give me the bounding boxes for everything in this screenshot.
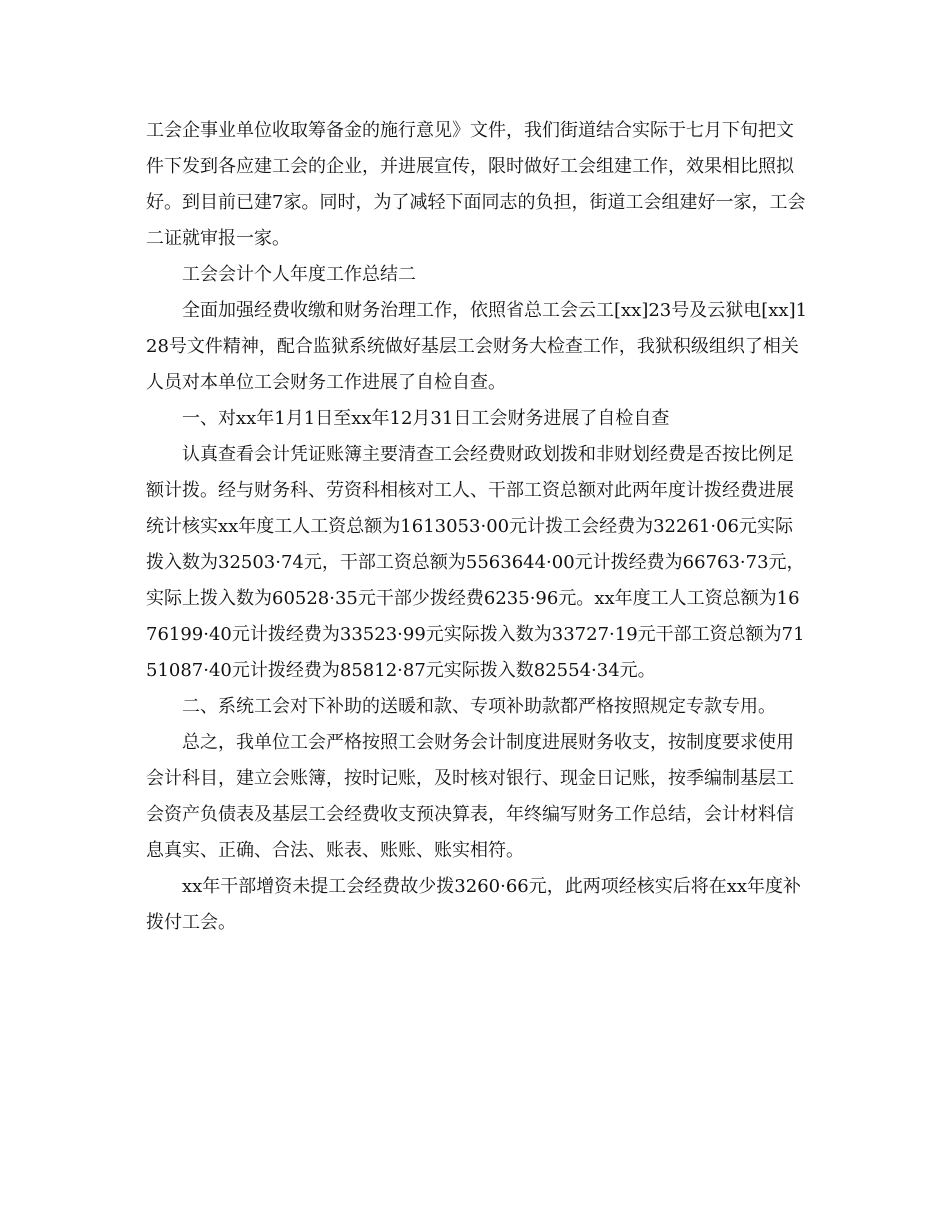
section-heading-2: 二、系统工会对下补助的送暖和款、专项补助款都严格按照规定专款专用。 bbox=[182, 696, 776, 717]
document-page bbox=[146, 113, 810, 941]
paragraph-7: 总之，我单位工会严格按照工会财务会计制度进展财务收支，按制度要求使用会计科目，建立会账簿，按时记账，及时核对银行、现金日记账，按季编制基层工会资产负债表及基层工会经费收支预决算表，年终编写财务工作总结，会计材料信息真实、正确、合法、账表、账账、账实相符。 bbox=[146, 732, 794, 861]
paragraph-3: 全面加强经费收缴和财务治理工作，依照省总工会云工[xx]23号及云狱电[xx]128号文件精神，配合监狱系统做好基层工会财务大检查工作，我狱积级组织了相关人员对本单位工会财务工作进展了自检自查。 bbox=[146, 300, 808, 393]
paragraph-5: 认真查看会计凭证账簿主要清查工会经费财政划拨和非财划经费是否按比例足额计拨。经与财务科、劳资科相核对工人、干部工资总额对此两年度计拨经费进展统计核实xx年度工人工资总额为1613053·00元计拨工会经费为32261·06元实际拨入数为32503·74元，干部工资总额为5563644·00元计拨经费为66763·73元，实际上拨入数为60528·35元干部少拨经费6235·96元。xx年度工人工资总额为1676199·40元计拨经费为33523·99元实际拨入数为33727·19元干部工资总额为7151087·40元计拨经费为85812·87元实际拨入数82554·34元。 bbox=[146, 444, 805, 681]
paragraph-1: 工会企事业单位收取筹备金的施行意见》文件，我们街道结合实际于七月下旬把文件下发到各应建工会的企业，并进展宣传，限时做好工会组建工作，效果相比照拟好。到目前已建7家。同时，为了减轻下面同志的负担，街道工会组建好一家，工会二证就审报一家。 bbox=[146, 120, 806, 249]
section-heading-1: 一、对xx年1月1日至xx年12月31日工会财务进展了自检自查 bbox=[182, 408, 670, 429]
section-title: 工会会计个人年度工作总结二 bbox=[182, 264, 416, 285]
paragraph-8: xx年干部增资未提工会经费故少拨3260·66元，此两项经核实后将在xx年度补拨付工会。 bbox=[146, 876, 802, 933]
